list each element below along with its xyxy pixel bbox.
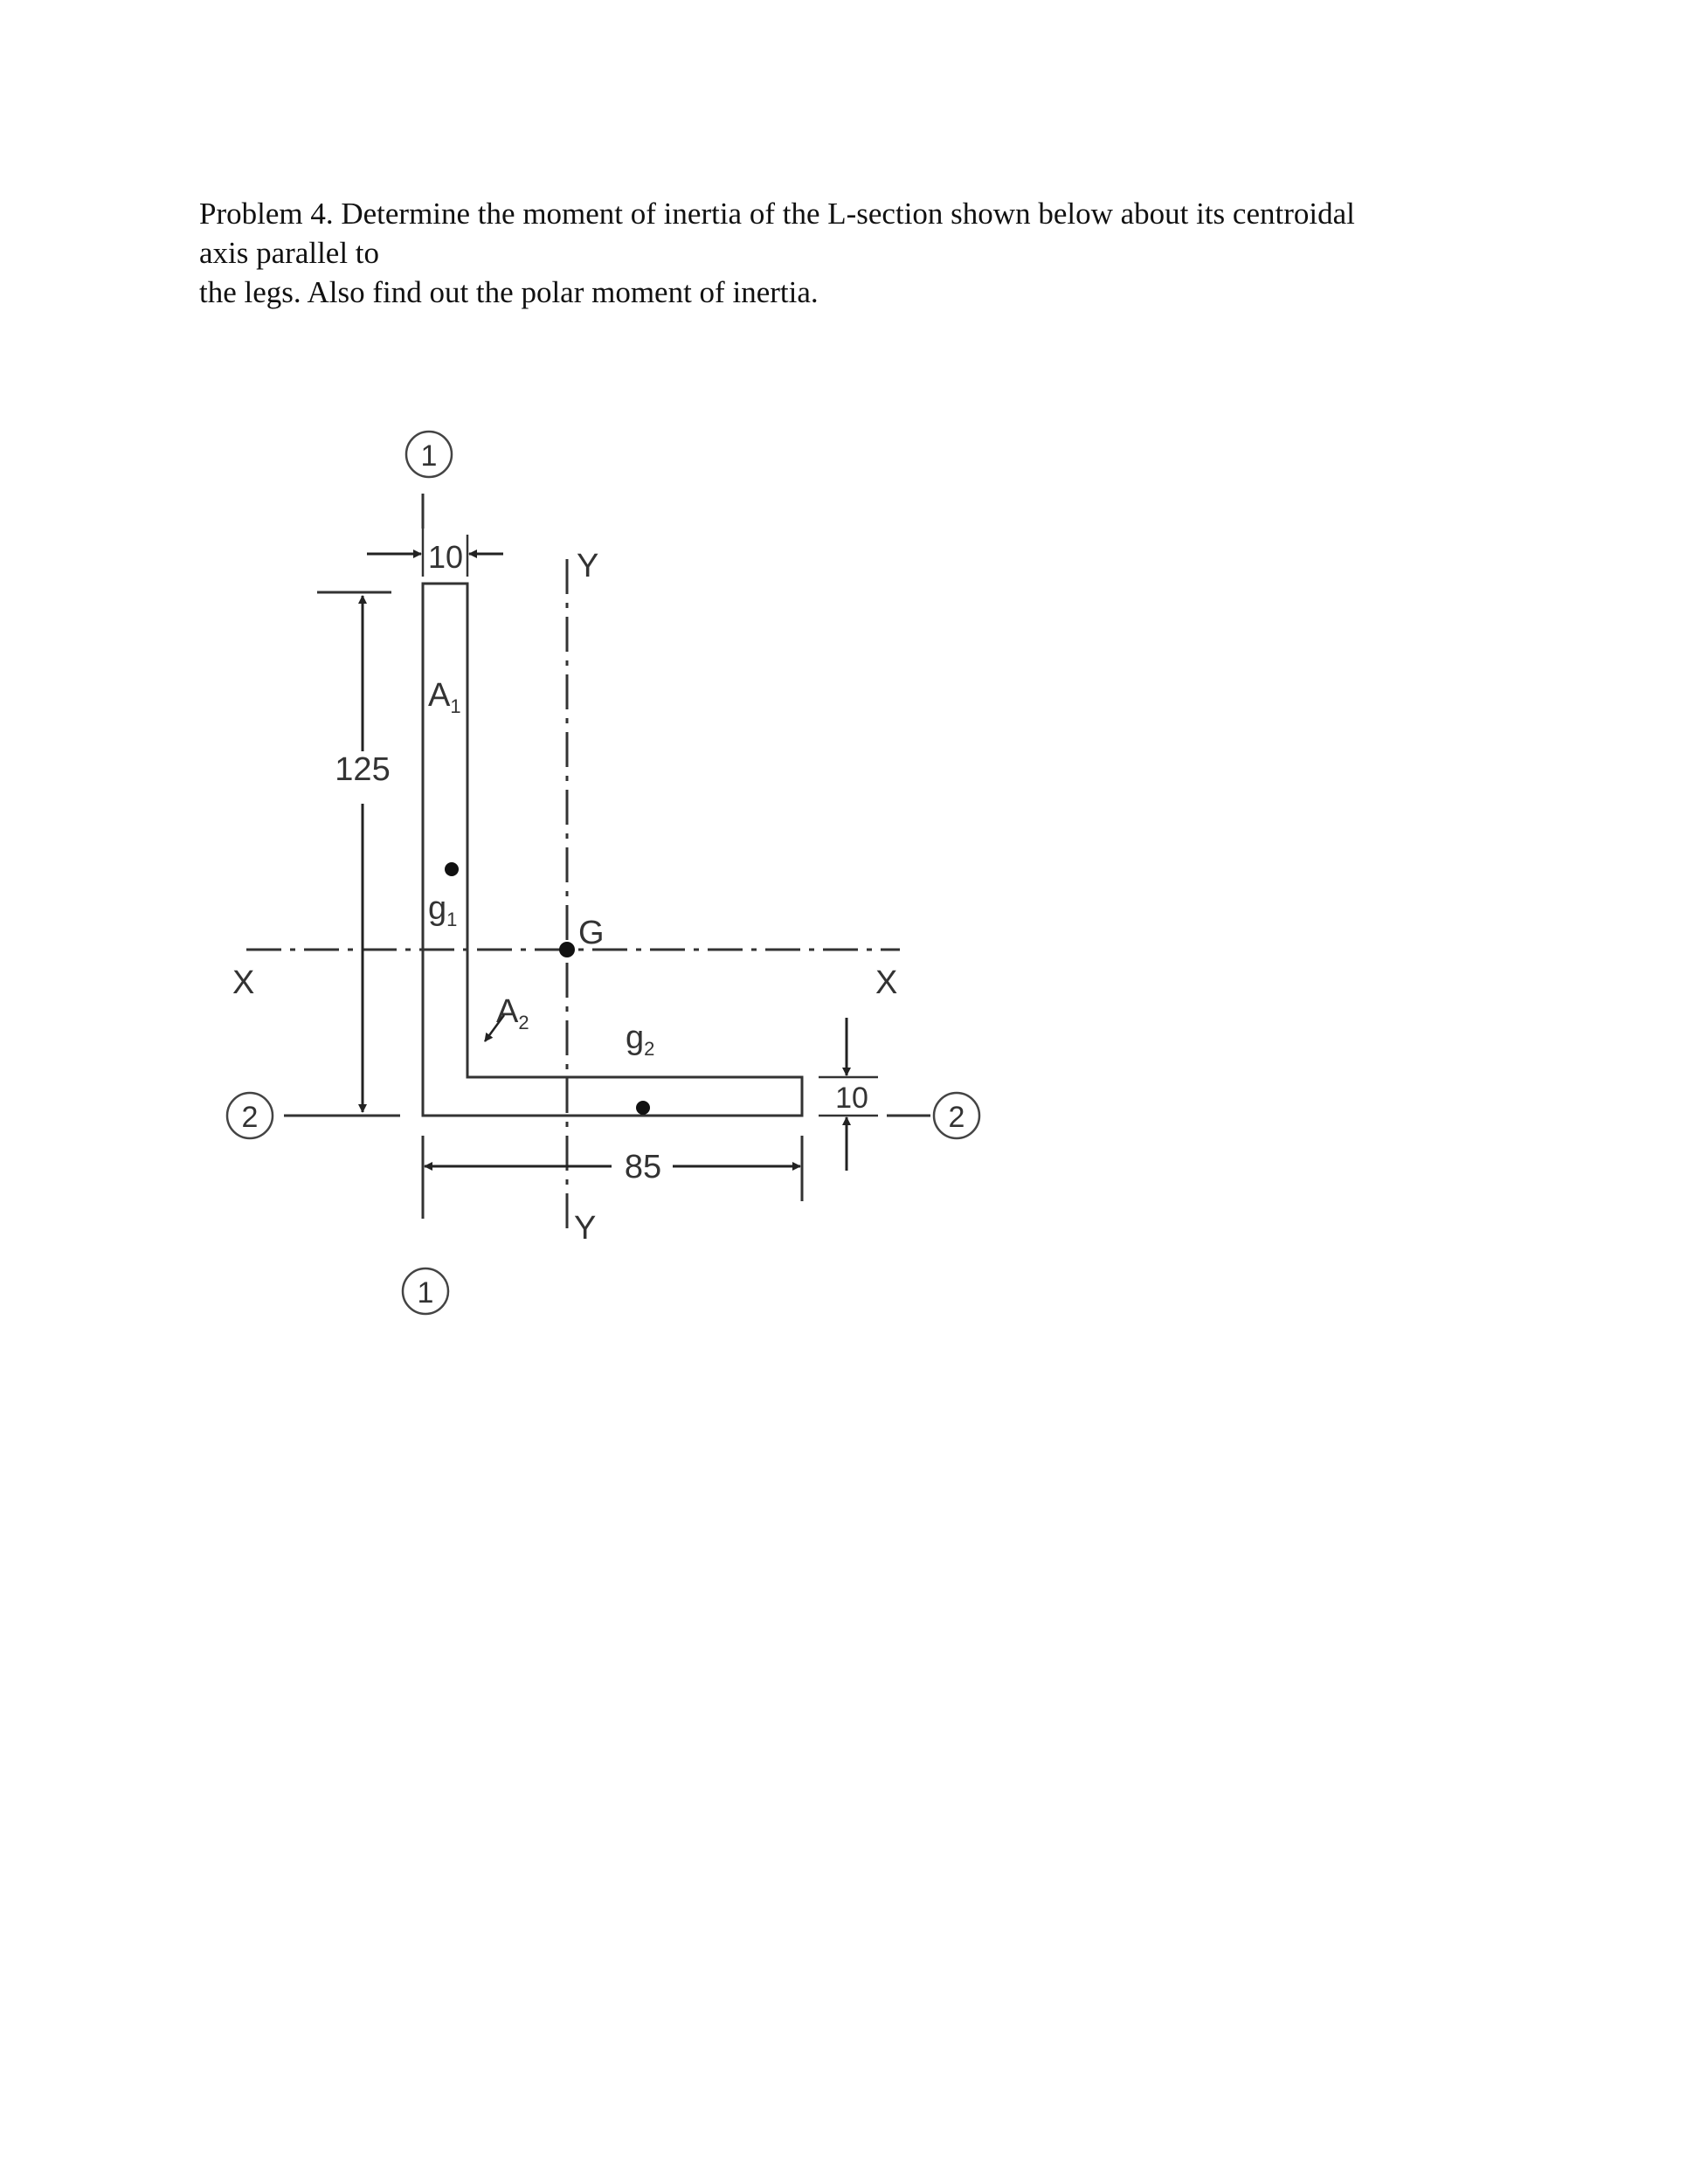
dimension-width bbox=[423, 1136, 802, 1219]
section-marker-1-top bbox=[406, 432, 452, 529]
section-marker-2-left bbox=[227, 1093, 400, 1138]
svg-text:125: 125 bbox=[335, 751, 391, 788]
svg-text:10: 10 bbox=[427, 539, 464, 575]
problem-line-3: the legs. Also find out the polar moment of inertia. bbox=[199, 275, 819, 309]
centroid-g2-dot bbox=[636, 1101, 650, 1115]
dimension-height bbox=[317, 592, 391, 1112]
centroid2-label: $g_2$ bbox=[626, 1019, 655, 1060]
area2-label: $A_2$ bbox=[496, 993, 529, 1033]
problem-line-1: Problem 4. Determine the moment of inertia of the L-section shown below about its centroidal bbox=[199, 197, 1355, 231]
svg-text:2: 2 bbox=[948, 1101, 965, 1134]
svg-text:2: 2 bbox=[241, 1101, 259, 1134]
section-marker-1-bottom bbox=[403, 1268, 448, 1314]
section-marker-2-right bbox=[887, 1093, 979, 1138]
y-axis-top-label: Y bbox=[577, 548, 599, 584]
centroid-g-dot bbox=[559, 942, 575, 957]
svg-text:1: 1 bbox=[417, 1276, 434, 1310]
x-axis-left-label: X bbox=[232, 964, 255, 1001]
area1-label: $A_1$ bbox=[428, 677, 461, 717]
problem-line-2: axis parallel to bbox=[199, 236, 380, 270]
centroid-g1-dot bbox=[445, 862, 459, 876]
y-axis-bottom-label: Y bbox=[574, 1210, 597, 1247]
dimension-thickness-vertical bbox=[367, 529, 503, 577]
svg-text:10: 10 bbox=[835, 1082, 868, 1115]
svg-text:85: 85 bbox=[624, 1149, 662, 1185]
svg-text:1: 1 bbox=[420, 439, 438, 473]
l-section-shape bbox=[423, 584, 802, 1116]
centroid1-label: $g_1$ bbox=[428, 890, 458, 930]
centroid-g-label: G bbox=[578, 915, 605, 951]
x-axis-right-label: X bbox=[875, 964, 898, 1001]
dimension-thickness-horizontal bbox=[819, 1018, 878, 1171]
